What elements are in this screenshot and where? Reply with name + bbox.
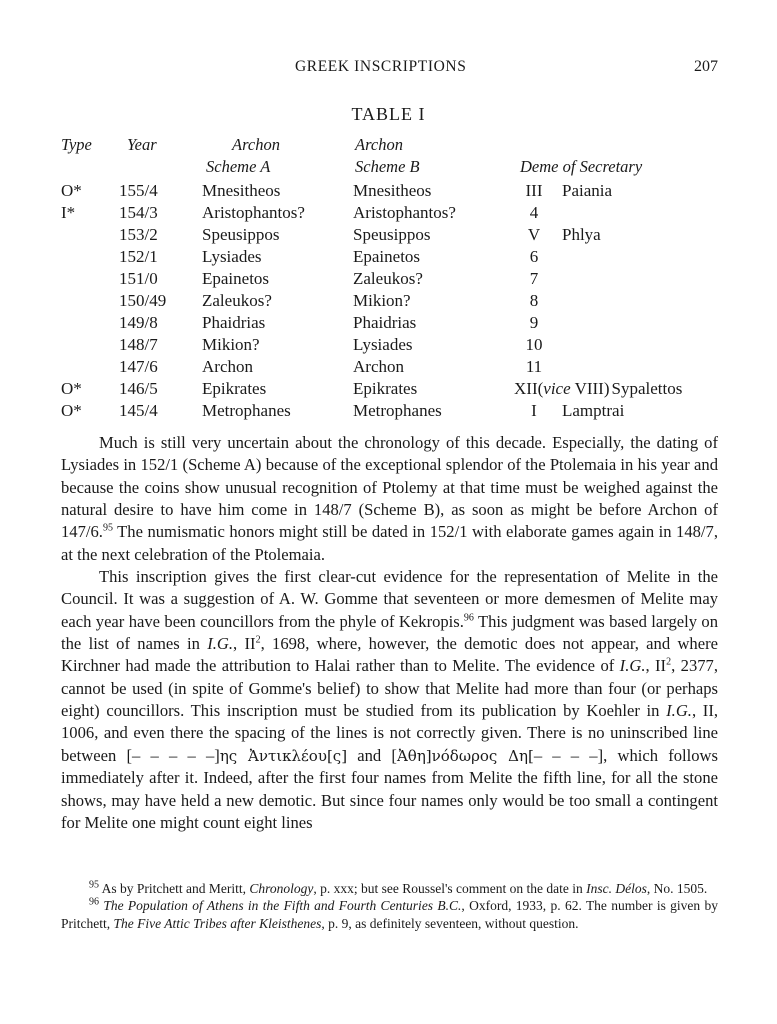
cell-secretary-number: V xyxy=(527,225,541,244)
table-row xyxy=(0,224,777,246)
running-title: GREEK INSCRIPTIONS xyxy=(295,58,467,75)
table-row xyxy=(0,246,777,268)
cell-archon-a: Zaleukos? xyxy=(202,291,272,310)
cell-year: 154/3 xyxy=(119,203,158,222)
cell-archon-b: Mikion? xyxy=(353,291,411,310)
cell-year: 147/6 xyxy=(119,357,158,376)
cell-archon-a: Metrophanes xyxy=(202,401,291,420)
cell-secretary-number: 4 xyxy=(529,203,539,222)
cell-year: 149/8 xyxy=(119,313,158,332)
cell-archon-b: Epikrates xyxy=(353,379,418,398)
cell-archon-a: Speusippos xyxy=(202,225,280,244)
cell-archon-b: Epainetos xyxy=(353,247,421,266)
table-row xyxy=(0,268,777,290)
cell-year: 146/5 xyxy=(119,379,158,398)
running-head xyxy=(0,58,777,80)
paragraph: This inscription gives the first clear-cut evidence for the representation of Melite in the Council. It was a suggestion of A. W. Gomme that seventeen or more demesmen of Melite may each year have been councillors from the phyle of Kekropis.$^{96}$ This judgment was based largely on the list of names in I.G., $II^2$, 1698, where, however, the demotic does not appear, and where Kirchner had made the attribution to Halai rather than to Melite. The evidence of I.G., $II^2$, 2377, cannot be used (in spite of Gomme's belief) to show that Melite had more than four (or perhaps eight) councillors. This inscription must be studied from its publication by Koehler in I.G., II, 1006, and even there the spacing of the lines is not correctly given. There is no uninscribed line between [– – – – –]ης Ἀντικλέου[ς] and [Ἀθη]νόδωρος Δη[– – – –], which follows immediately after it. Indeed, after the first four names from Melite the fifth line, for all the stone shows, may have held a new demotic. But since four names only would be too small a contingent for Melite one might count eight lines xyxy=(61,567,718,832)
cell-deme: Lamptrai xyxy=(562,401,625,420)
cell-type: O* xyxy=(61,181,82,200)
cell-secretary-number-deme: XII(vice VIII) Sypalettos xyxy=(514,379,683,398)
table-row xyxy=(0,180,777,202)
cell-secretary-number: 8 xyxy=(529,291,539,310)
cell-type: O* xyxy=(61,379,82,398)
table-row xyxy=(0,356,777,378)
greek-text: ης Ἀντικλέου[ς] xyxy=(219,746,348,765)
header-scheme-a: Scheme A xyxy=(206,157,271,176)
table-row xyxy=(0,312,777,334)
cell-year: 150/49 xyxy=(119,291,167,310)
header-deme: Deme of Secretary xyxy=(520,157,643,176)
cell-archon-a: Archon xyxy=(202,357,253,376)
cell-year: 155/4 xyxy=(119,181,158,200)
cell-deme: Phlya xyxy=(562,225,601,244)
cell-archon-b: Speusippos xyxy=(353,225,431,244)
cell-archon-b: Aristophantos? xyxy=(353,203,456,222)
cell-archon-b: Metrophanes xyxy=(353,401,442,420)
cell-deme: Paiania xyxy=(562,181,613,200)
footnote-ref[interactable]: 95 xyxy=(102,522,113,534)
cell-secretary-number: I xyxy=(531,401,537,420)
cell-secretary-number: 9 xyxy=(529,313,539,332)
cell-archon-a: Lysiades xyxy=(202,247,262,266)
cell-archon-a: Aristophantos? xyxy=(202,203,305,222)
footnote-96: $^{96}$ The Population of Athens in the Fifth and Fourth Centuries B.C., Oxford, 1933, p. 62. The number is given by Pritchett, The Five Attic Tribes after Kleisthenes, p. 9, as definitely seventeen, without question. xyxy=(61,896,718,931)
table-header xyxy=(0,134,777,180)
table-row xyxy=(0,202,777,224)
cell-archon-a: Mikion? xyxy=(202,335,260,354)
cell-type: O* xyxy=(61,401,82,420)
cell-year: 145/4 xyxy=(119,401,158,420)
cell-archon-b: Mnesitheos xyxy=(353,181,432,200)
cell-archon-b: Archon xyxy=(353,357,404,376)
table-row xyxy=(0,290,777,312)
footnote-95: $^{95}$ As by Pritchett and Meritt, Chronology, p. xxx; but see Roussel's comment on the date in Insc. Délos, No. 1505. xyxy=(89,879,708,896)
cell-archon-b: Zaleukos? xyxy=(353,269,423,288)
cell-secretary-number: 11 xyxy=(525,357,543,376)
page-number: 207 xyxy=(694,58,718,75)
cell-secretary-number: 6 xyxy=(529,247,539,266)
cell-secretary-number: 7 xyxy=(529,269,539,288)
cell-year: 152/1 xyxy=(119,247,158,266)
table-row xyxy=(0,378,777,400)
header-archon-b: Archon xyxy=(355,135,403,154)
cell-year: 153/2 xyxy=(119,225,158,244)
cell-archon-a: Epikrates xyxy=(202,379,267,398)
greek-text: Ἀθη]νόδωρος Δη[ xyxy=(396,746,534,765)
header-type: Type xyxy=(61,135,92,154)
cell-year: 148/7 xyxy=(119,335,158,354)
footnotes xyxy=(61,880,718,932)
header-scheme-b: Scheme B xyxy=(355,157,420,176)
header-year: Year xyxy=(127,135,157,154)
cell-archon-b: Lysiades xyxy=(353,335,413,354)
cell-year: 151/0 xyxy=(119,269,158,288)
table-title: TABLE I xyxy=(351,104,426,124)
cell-archon-b: Phaidrias xyxy=(353,313,417,332)
body-text xyxy=(61,432,718,834)
table-row xyxy=(0,400,777,422)
header-archon-a: Archon xyxy=(232,135,280,154)
cell-archon-a: Mnesitheos xyxy=(202,181,281,200)
cell-secretary-number: III xyxy=(525,181,543,200)
table-row xyxy=(0,334,777,356)
paragraph: Much is still very uncertain about the chronology of this decade. Especially, the dating of Lysiades in 152/1 (Scheme A) because of the exceptional splendor of the Ptolemaia in his year and because the coins show unusual recognition of Ptolemy at that time must be weighed against the natural desire to have him come in 148/7 (Scheme B), as soon as might be before Archon of 147/6.95 The numismatic honors might still be dated in 152/1 with elaborate games again in 148/7, at the next celebration of the Ptolemaia. xyxy=(61,433,718,564)
footnote-ref[interactable]: 96 xyxy=(463,612,474,624)
cell-archon-a: Phaidrias xyxy=(202,313,266,332)
cell-type: I* xyxy=(61,203,76,222)
cell-archon-a: Epainetos xyxy=(202,269,270,288)
cell-secretary-number: 10 xyxy=(525,335,543,354)
